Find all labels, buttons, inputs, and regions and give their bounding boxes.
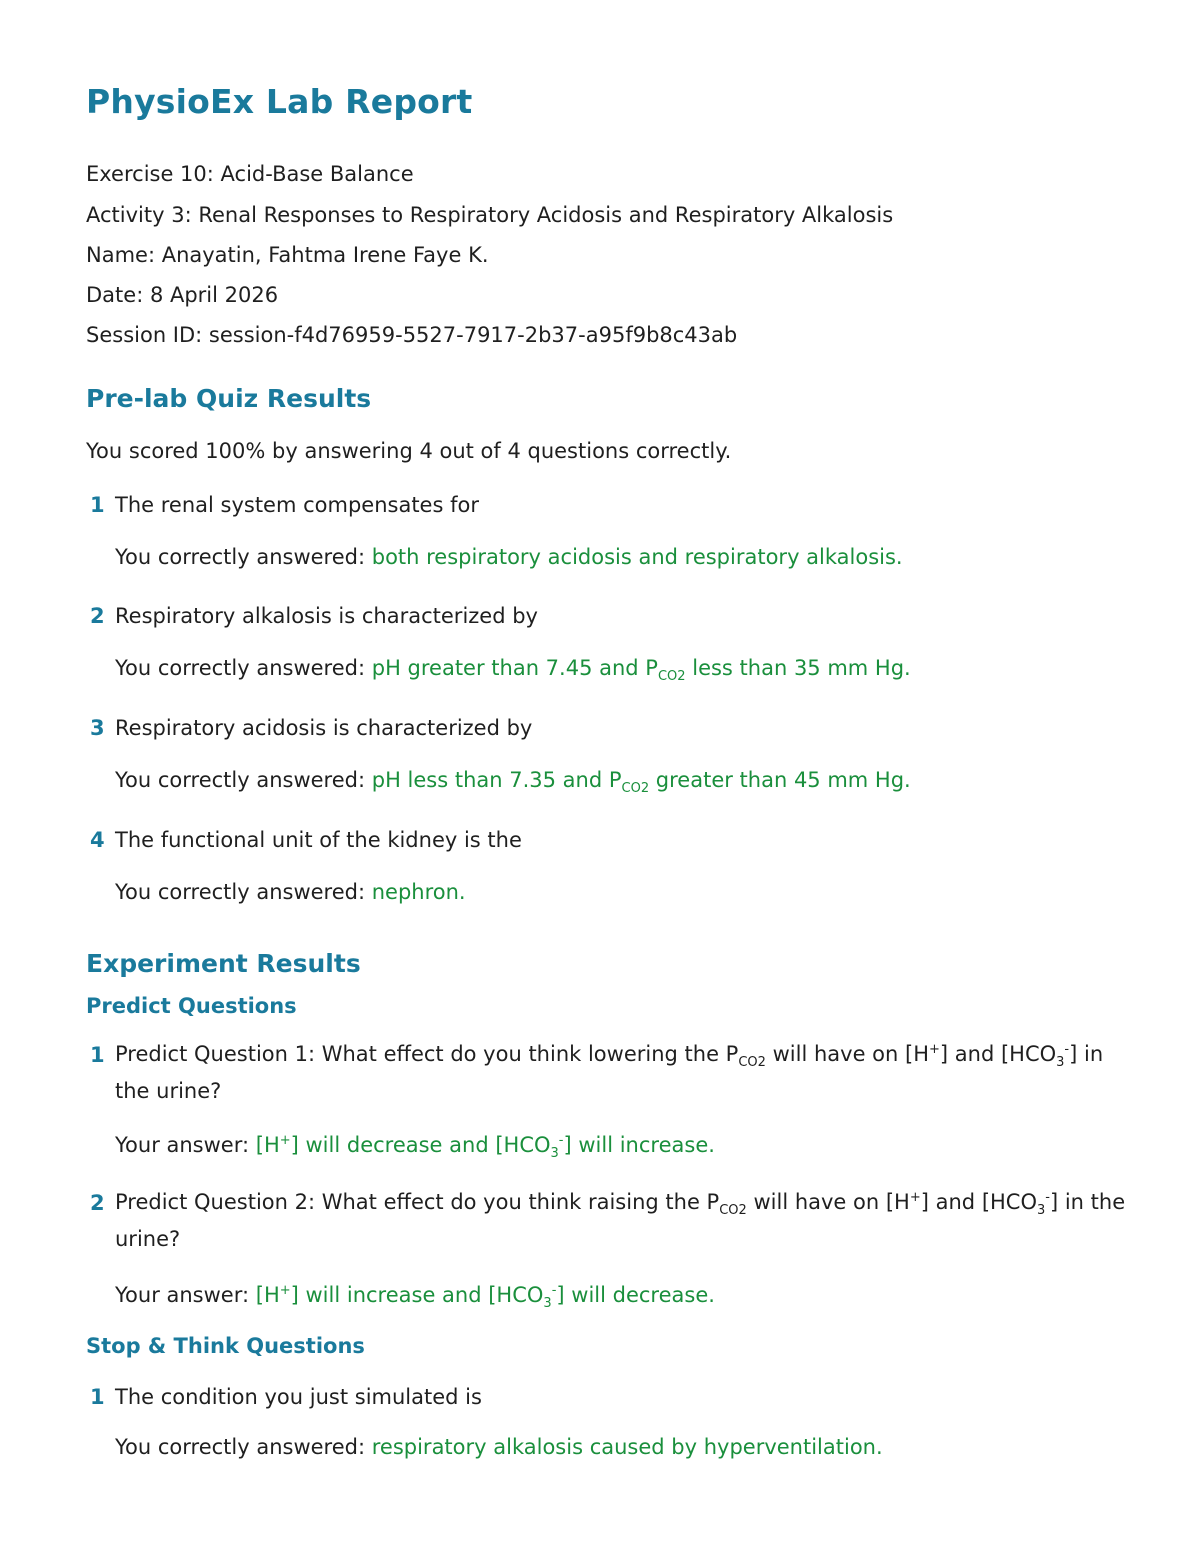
- answer-label: Your answer:: [115, 1283, 256, 1307]
- prelab-q4-answer: [115, 878, 466, 906]
- prelab-q2-number: 2: [90, 604, 105, 628]
- activity-line: Activity 3: Renal Responses to Respiratory Acidosis and Respiratory Alkalosis: [86, 203, 894, 227]
- answer-value: pH less than 7.35 and $P_{CO2}$ greater than 45 mm Hg.: [371, 768, 911, 797]
- answer-label: You correctly answered:: [115, 545, 372, 569]
- answer-value: respiratory alkalosis caused by hyperventilation.: [371, 1435, 883, 1459]
- prelab-q3-number: 3: [90, 716, 105, 740]
- prelab-score: You scored 100% by answering 4 out of 4 questions correctly.: [86, 439, 732, 463]
- answer-value: [H+] will increase and $[HCO_3^-]$ will decrease.: [255, 1283, 715, 1312]
- prelab-q3-text: Respiratory acidosis is characterized by: [115, 716, 533, 740]
- prelab-q3-answer: [115, 766, 911, 797]
- answer-value: [H+] will decrease and $[HCO_3^-]$ will increase.: [255, 1133, 715, 1162]
- stop-think-q1-text: The condition you just simulated is: [115, 1385, 482, 1409]
- answer-value: pH greater than 7.45 and $P_{CO2}$ less than 35 mm Hg.: [371, 656, 911, 685]
- prelab-q1-answer: [115, 543, 903, 571]
- report-date: Date: 8 April 2026: [86, 283, 279, 307]
- answer-value: both respiratory acidosis and respiratory alkalosis.: [371, 545, 903, 569]
- predict-heading: Predict Questions: [86, 994, 297, 1018]
- report-title: PhysioEx Lab Report: [86, 82, 473, 121]
- prelab-heading: Pre-lab Quiz Results: [86, 384, 372, 413]
- experiment-heading: Experiment Results: [86, 949, 361, 978]
- stop-think-q1-number: 1: [90, 1385, 105, 1409]
- predict-q2-number: 2: [90, 1191, 105, 1215]
- prelab-q2-text: Respiratory alkalosis is characterized by: [115, 604, 538, 628]
- answer-label: Your answer:: [115, 1133, 256, 1157]
- predict-q2-answer: [115, 1281, 715, 1312]
- predict-q1-number: 1: [90, 1043, 105, 1067]
- predict-q2-text: Predict Question 2: What effect do you think raising the $P_{CO2}$ will have on [H+] and $[HCO_3^-]$ in the urine?: [115, 1190, 1126, 1251]
- answer-label: You correctly answered:: [115, 768, 372, 792]
- stop-think-heading: Stop & Think Questions: [86, 1334, 365, 1358]
- answer-label: You correctly answered:: [115, 656, 372, 680]
- answer-label: You correctly answered:: [115, 1435, 372, 1459]
- prelab-q1-number: 1: [90, 493, 105, 517]
- exercise-line: Exercise 10: Acid-Base Balance: [86, 162, 414, 186]
- prelab-q2-answer: [115, 654, 911, 685]
- prelab-q4-number: 4: [90, 828, 105, 852]
- predict-q1-answer: [115, 1131, 715, 1162]
- session-id: Session ID: session-f4d76959-5527-7917-2b37-a95f9b8c43ab: [86, 323, 738, 347]
- prelab-q1-text: The renal system compensates for: [115, 493, 479, 517]
- stop-think-q1-answer: [115, 1433, 883, 1461]
- student-name: Name: Anayatin, Fahtma Irene Faye K.: [86, 243, 489, 267]
- answer-label: You correctly answered:: [115, 880, 372, 904]
- answer-value: nephron.: [371, 880, 466, 904]
- prelab-q4-text: The functional unit of the kidney is the: [115, 828, 522, 852]
- predict-q1-text: Predict Question 1: What effect do you think lowering the $P_{CO2}$ will have on [H+] and $[HCO_3^-]$ in the urine?: [115, 1042, 1104, 1103]
